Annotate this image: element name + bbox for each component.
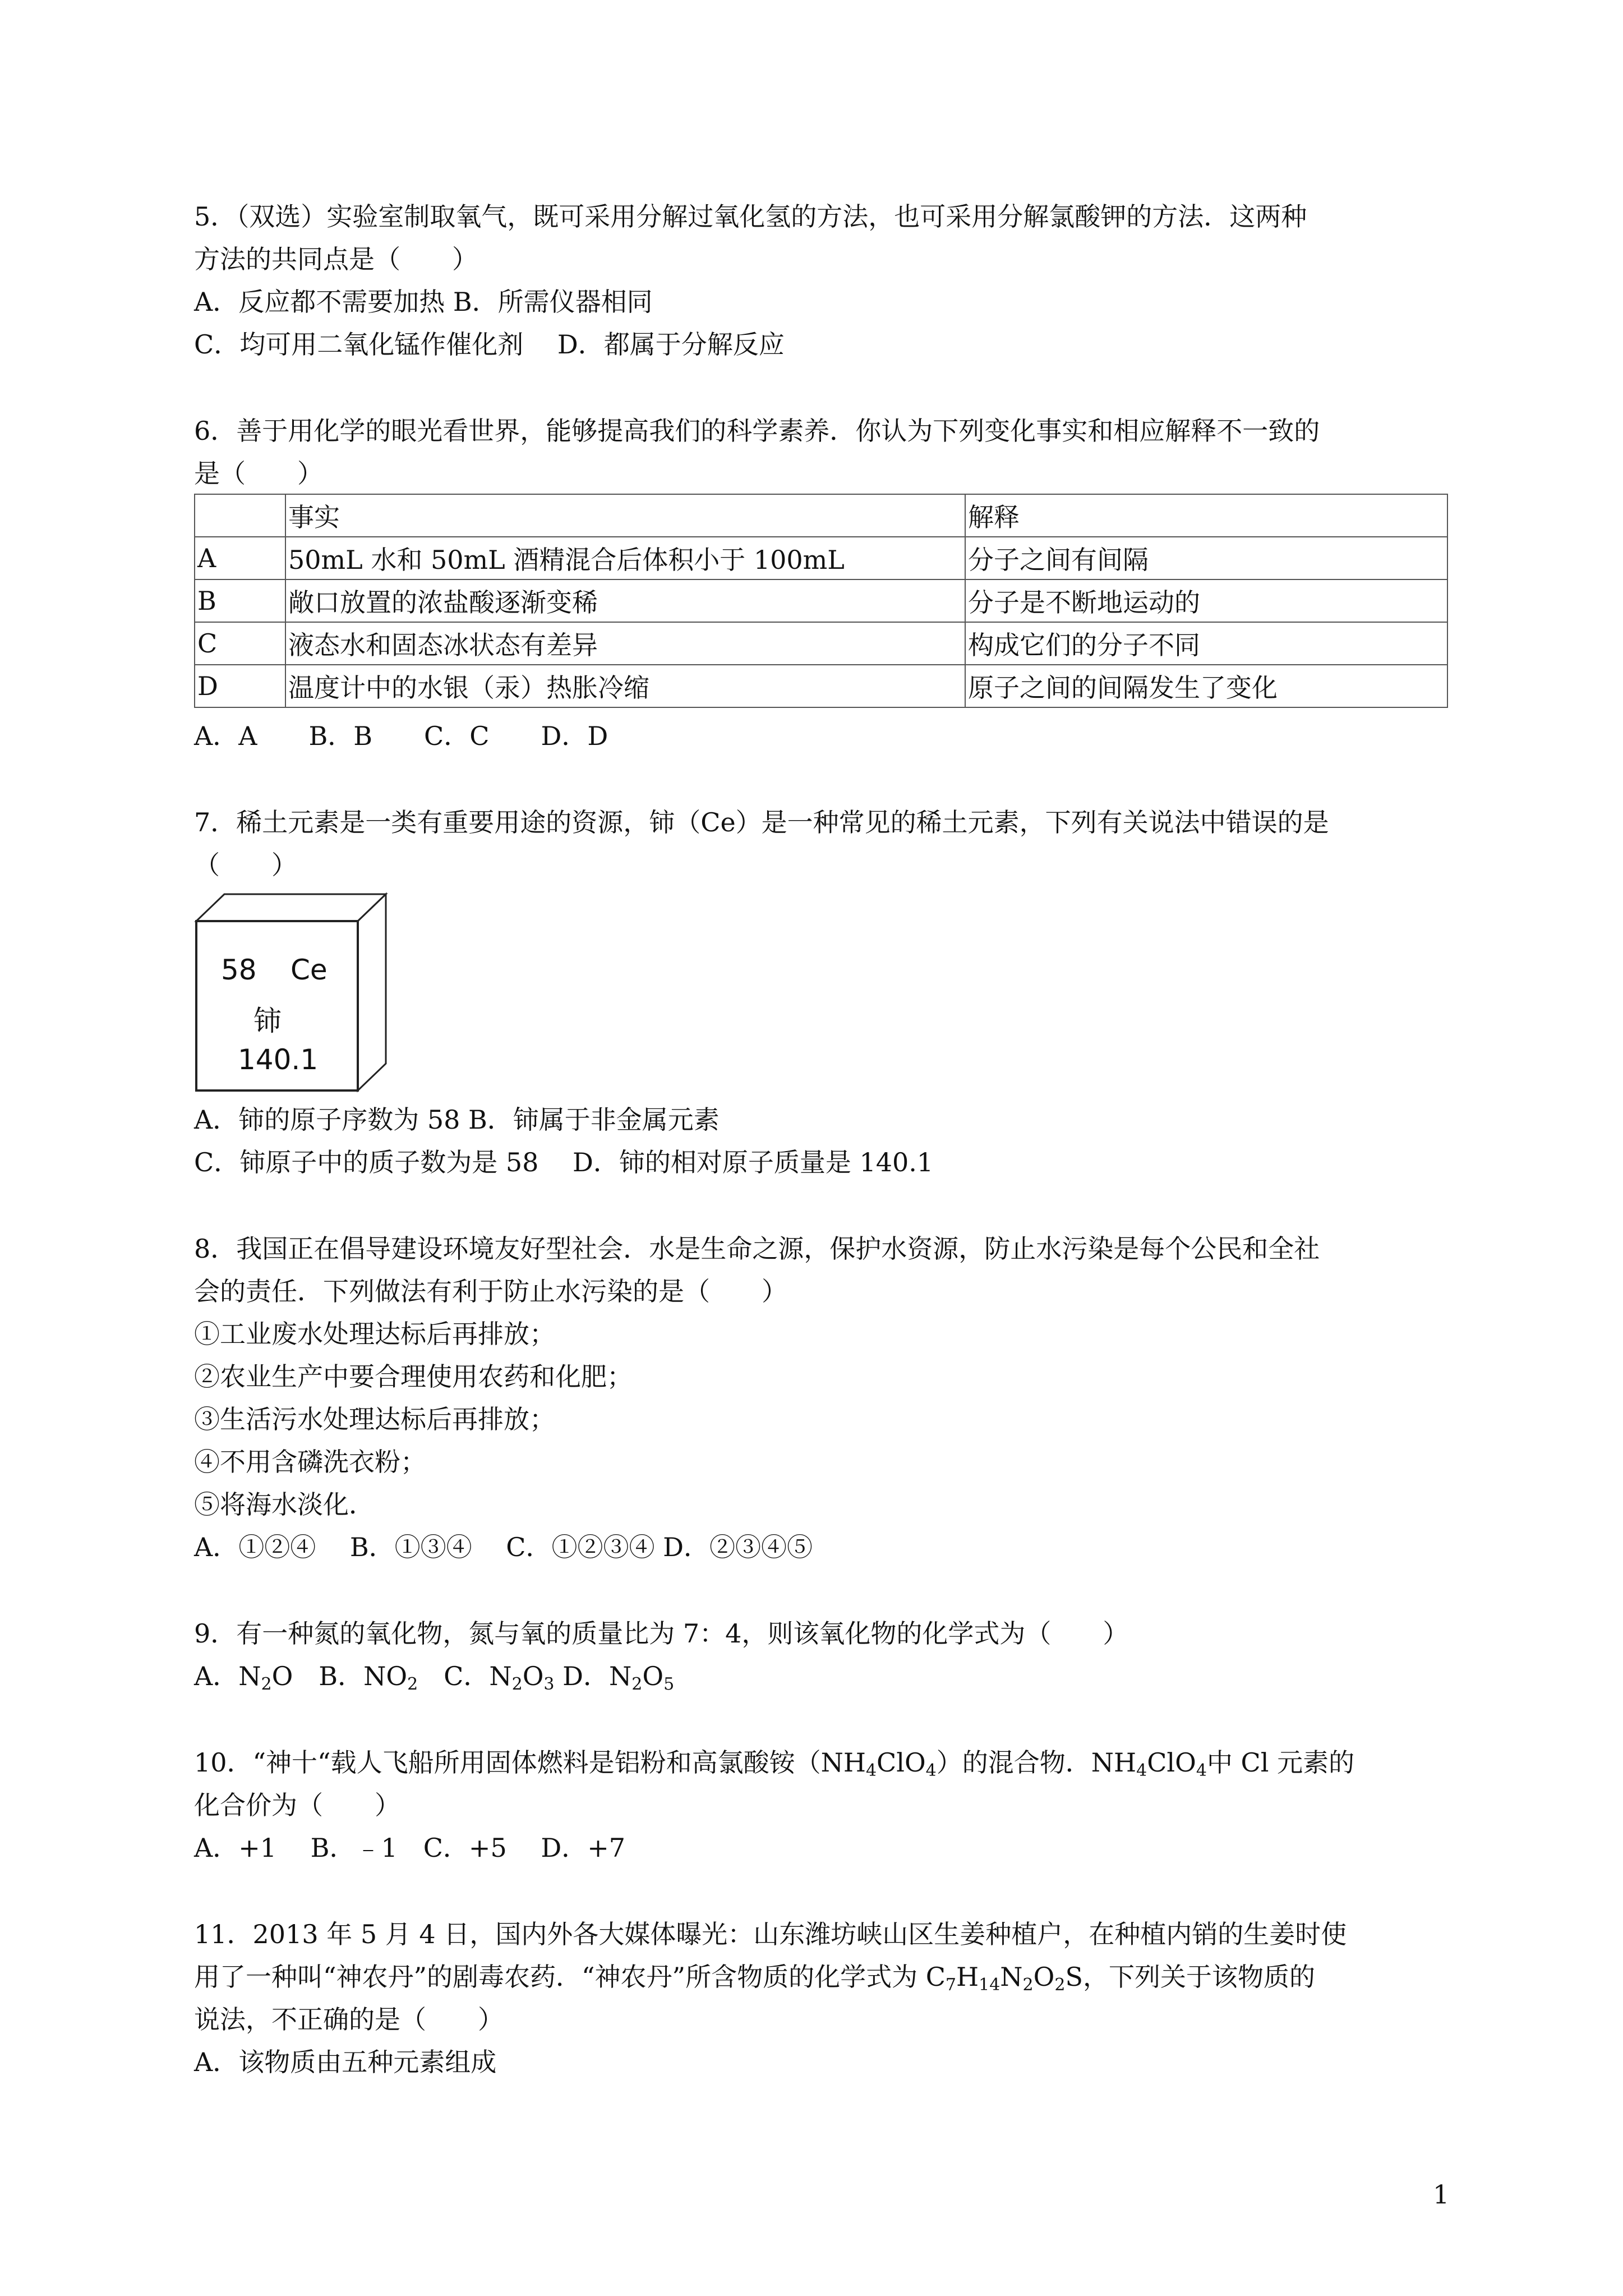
q6-facts-table	[194, 494, 1448, 708]
cerium-element-cube	[191, 892, 393, 1099]
q9-option-c: C．N	[444, 1661, 512, 1691]
q7-options-ab: A．铈的原子序数为 58 B．铈属于非金属元素	[194, 1105, 720, 1135]
table-cell	[195, 494, 285, 537]
q8-item-3: ③生活污水处理达标后再排放；	[194, 1404, 555, 1434]
atomic-mass: 140.1	[238, 1043, 319, 1076]
table-cell: 敞口放置的浓盐酸逐渐变稀	[285, 579, 965, 622]
q9-options: A．$N_2O$ B．$NO_2$ C．$N_2O_3$ D．$N_2O_5$	[194, 1661, 675, 1694]
table-cell: 事实	[285, 494, 965, 537]
q8-item-2: ②农业生产中要合理使用农药和化肥；	[194, 1361, 633, 1392]
element-name: 铈	[253, 1005, 282, 1037]
table-cell: 解释	[965, 494, 1447, 537]
q5-line2: 方法的共同点是（ ）	[194, 244, 478, 274]
q6-line1: 6．善于用化学的眼光看世界，能够提高我们的科学素养．你认为下列变化事实和相应解释不一致的	[194, 416, 1320, 446]
q7-options-cd: C．铈原子中的质子数为是 58 D．铈的相对原子质量是 140.1	[194, 1147, 934, 1177]
q10-line1: 10．“神十“载人飞船所用固体燃料是铝粉和高氯酸铵$(NH_4ClO_4)$的混合物．$NH_4ClO_4$中 Cl 元素的	[194, 1747, 1355, 1780]
q5-line1: 5．（双选）实验室制取氧气，既可采用分解过氧化氢的方法，也可采用分解氯酸钾的方法．这两种	[194, 201, 1307, 232]
table-row	[195, 665, 1447, 707]
q11-option-a: A．该物质由五种元素组成	[194, 2047, 497, 2077]
q9-option-a: A．N	[194, 1661, 261, 1691]
table-cell: 原子之间的间隔发生了变化	[965, 665, 1447, 707]
q9-line1: 9．有一种氮的氧化物，氮与氧的质量比为 7：4，则该氧化物的化学式为（ ）	[194, 1618, 1129, 1649]
q5-options-ab: A．反应都不需要加热 B．所需仪器相同	[194, 287, 653, 317]
q8-options: A．①②④ B．①③④ C．①②③④ D．②③④⑤	[194, 1532, 813, 1562]
table-cell: 50mL 水和 50mL 酒精混合后体积小于 100mL	[285, 537, 965, 579]
element-symbol: Ce	[291, 954, 328, 986]
table-header-row	[195, 494, 1447, 537]
table-cell: D	[195, 665, 285, 707]
table-cell: B	[195, 579, 285, 622]
table-row	[195, 579, 1447, 622]
q8-line2: 会的责任．下列做法有利于防止水污染的是（ ）	[194, 1276, 787, 1306]
q11-line3: 说法，不正确的是（ ）	[194, 2004, 504, 2035]
table-cell: A	[195, 537, 285, 579]
q8-item-5: ⑤将海水淡化．	[194, 1489, 375, 1520]
q8-item-4: ④不用含磷洗衣粉；	[194, 1447, 426, 1477]
q11-line1: 11．2013 年 5 月 4 日，国内外各大媒体曝光：山东潍坊峡山区生姜种植户，在种植内销的生姜时使	[194, 1919, 1347, 1949]
q6-options: A．A B．B C．C D．D	[194, 721, 608, 751]
table-row	[195, 622, 1447, 665]
q6-line2: 是（ ）	[194, 458, 323, 489]
q10-options: A．+1 B．﹣1 C．+5 D．+7	[194, 1833, 626, 1863]
table-cell: 液态水和固态冰状态有差异	[285, 622, 965, 665]
table-row	[195, 537, 1447, 579]
table-cell: 构成它们的分子不同	[965, 622, 1447, 665]
q11-line2: 用了一种叫“神农丹”的剧毒农药．“神农丹”所含物质的化学式为 $C_7H_{14}N_2O_2S$，下列关于该物质的	[194, 1962, 1315, 1995]
q5-options-cd: C．均可用二氧化锰作催化剂 D．都属于分解反应	[194, 329, 785, 360]
table-cell: 温度计中的水银（汞）热胀冷缩	[285, 665, 965, 707]
q10-line2: 化合价为（ ）	[194, 1790, 400, 1820]
q7-line2: （ ）	[194, 850, 297, 880]
page-number: 1	[1433, 2179, 1450, 2210]
q8-line1: 8．我国正在倡导建设环境友好型社会．水是生命之源，保护水资源，防止水污染是每个公民和全社	[194, 1234, 1320, 1264]
table-cell: C	[195, 622, 285, 665]
q8-item-1: ①工业废水处理达标后再排放；	[194, 1319, 555, 1349]
table-cell: 分子是不断地运动的	[965, 579, 1447, 622]
q9-option-b: B．NO	[319, 1661, 408, 1691]
q7-line1: 7．稀土元素是一类有重要用途的资源，铈（Ce）是一种常见的稀土元素，下列有关说法中错误的是	[194, 807, 1329, 838]
table-cell: 分子之间有间隔	[965, 537, 1447, 579]
q9-option-d: D．N	[562, 1661, 632, 1691]
atomic-number: 58	[221, 954, 257, 986]
